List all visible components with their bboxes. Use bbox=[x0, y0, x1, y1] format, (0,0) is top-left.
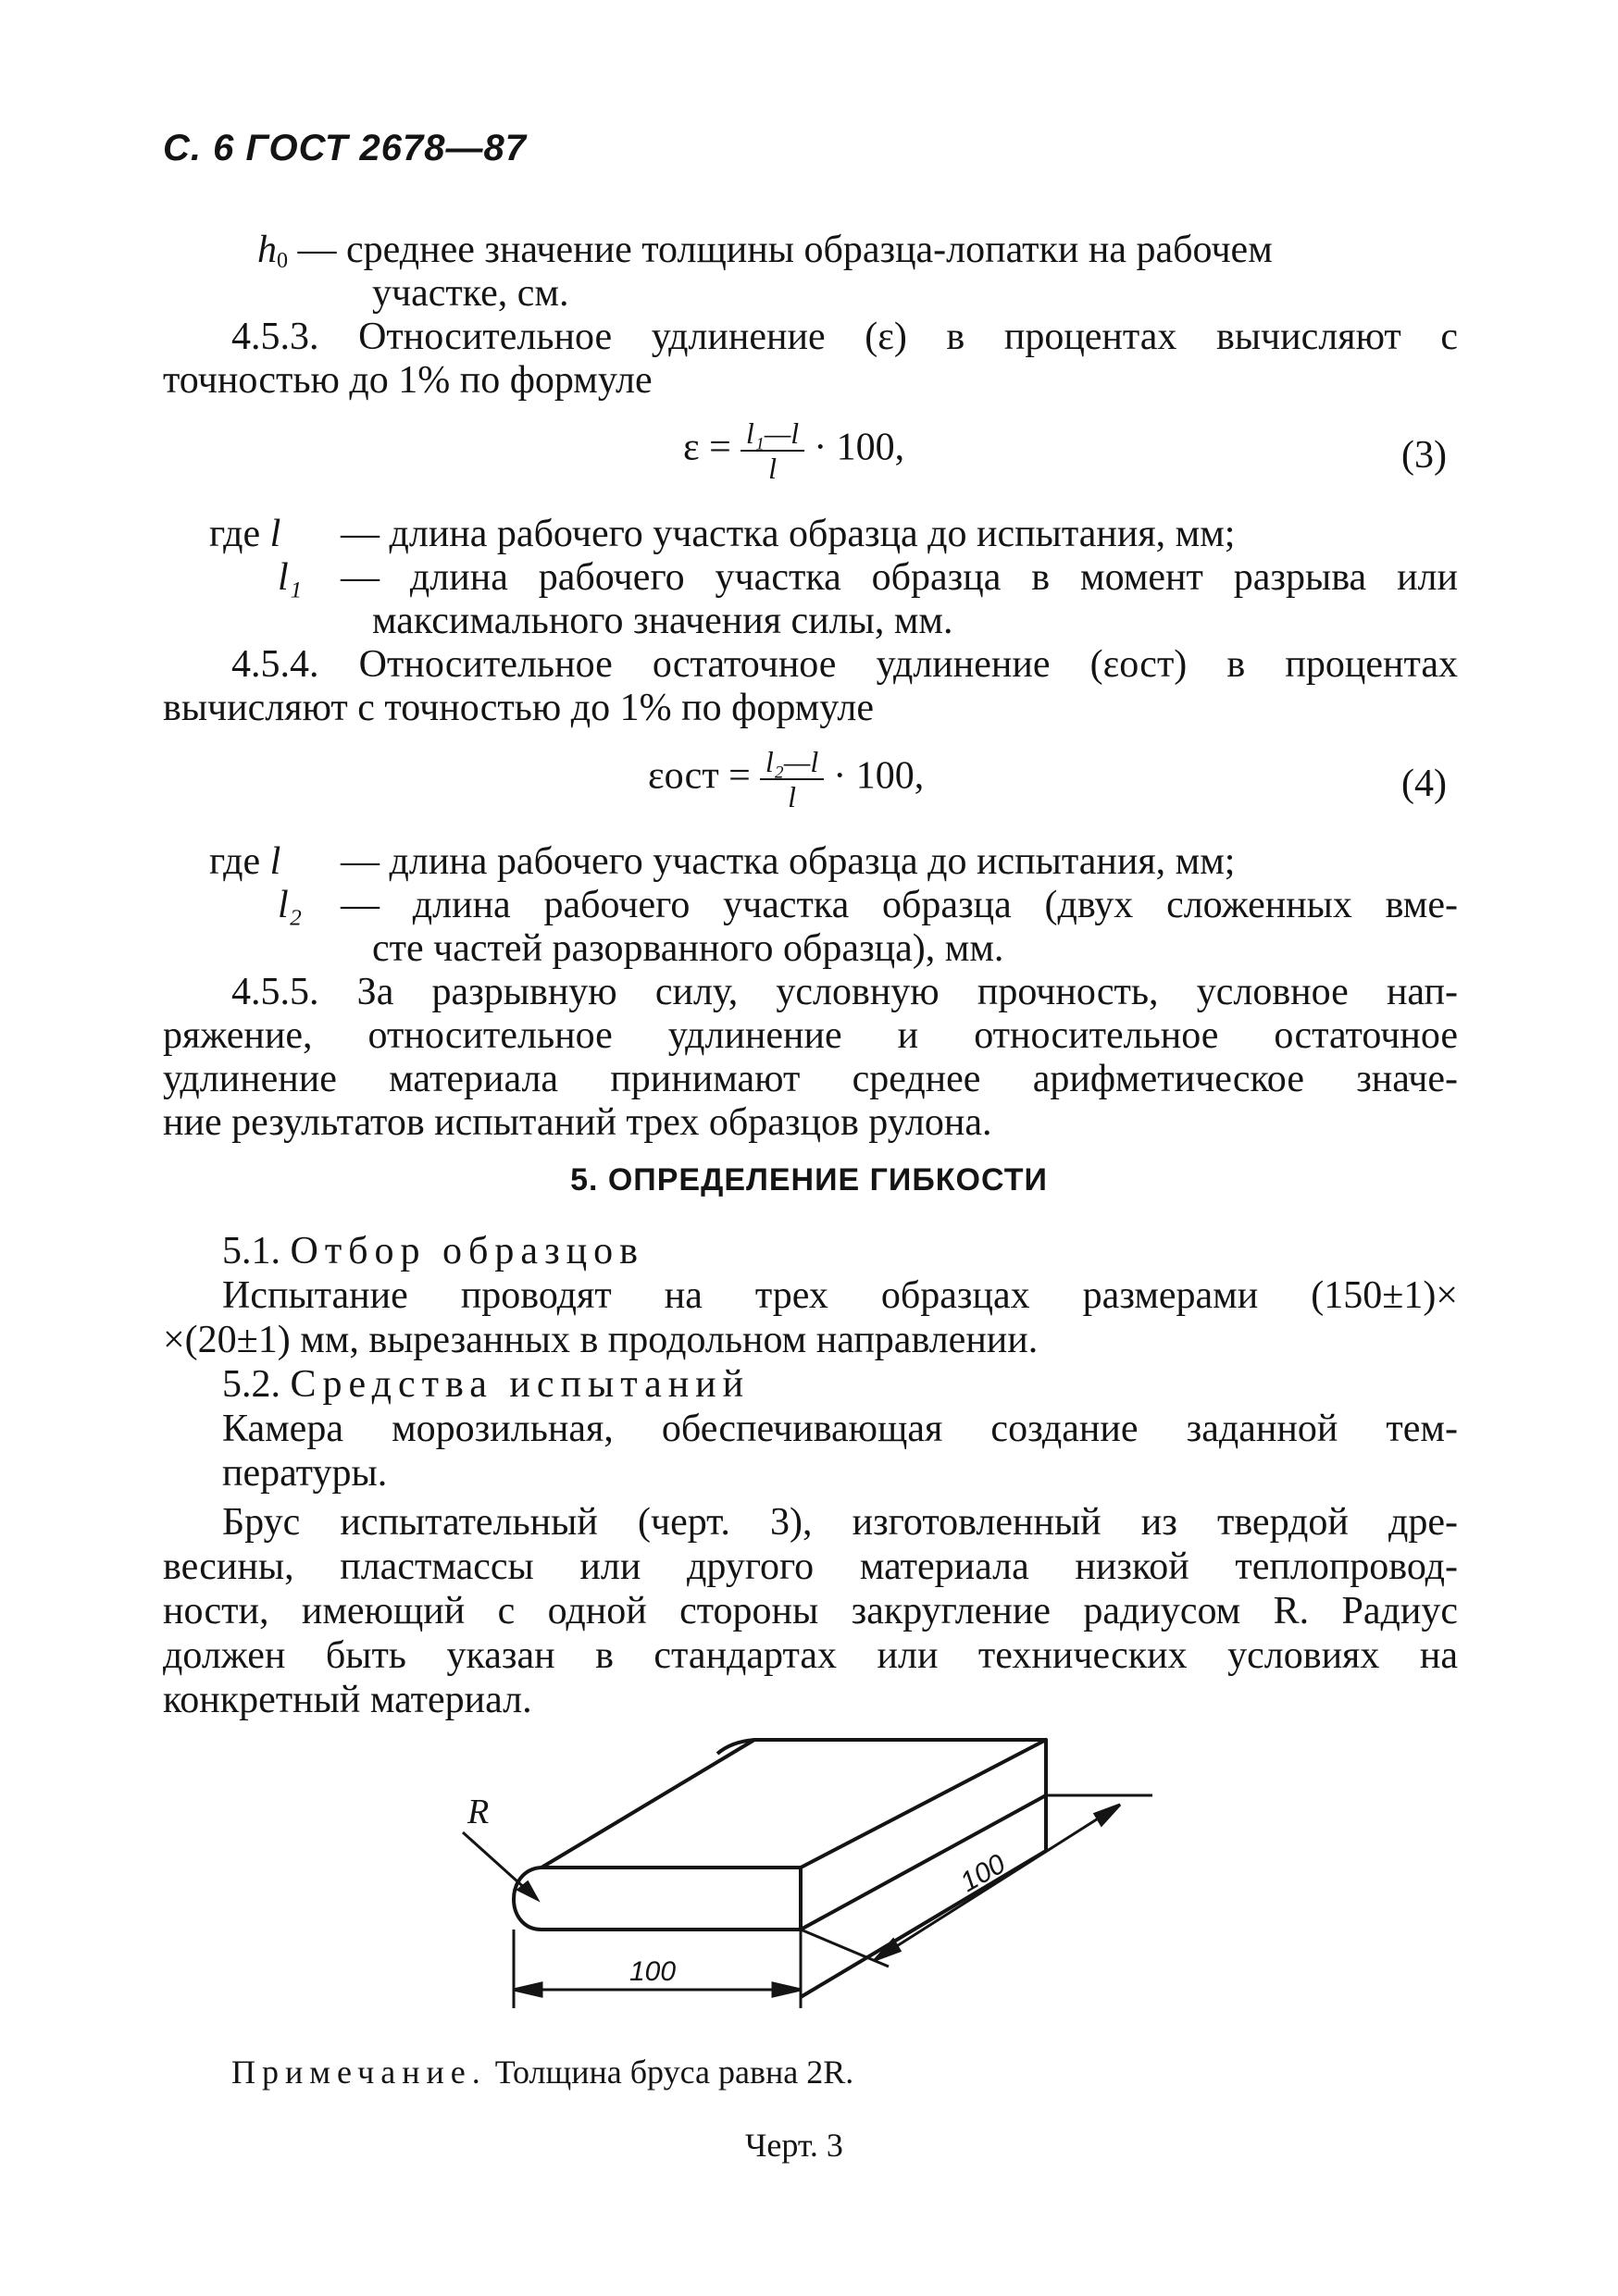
where-4-prefix: где bbox=[209, 840, 261, 883]
formula-3-denominator: l bbox=[768, 452, 777, 485]
where-4-l2-text: — длина рабочего участка образца (двух сложенных вме- bbox=[341, 884, 1458, 926]
figure-caption: Черт. 3 bbox=[745, 2127, 843, 2164]
where-4-l-symbol: l bbox=[269, 840, 281, 883]
s52-p2-line-1: Брус испытательный (черт. 3), изготовленный из твердой дре- bbox=[222, 1501, 1458, 1544]
equation-number-3: (3) bbox=[1401, 434, 1447, 477]
where-3-l-text: — длина рабочего участка образца до испытания, мм; bbox=[341, 513, 1236, 555]
where-3-l1-text: — длина рабочего участка образца в момент разрыва или bbox=[341, 556, 1458, 599]
s51-title: Отбор образцов bbox=[290, 1230, 644, 1272]
width-dimension-label: 100 bbox=[629, 1956, 677, 1987]
s52-p2-line-2: весины, пластмассы или другого материала низкой теплопровод- bbox=[163, 1545, 1458, 1588]
where-3-l1-symbol: l₁ bbox=[278, 556, 303, 599]
radius-label: R bbox=[467, 1793, 490, 1831]
p455-line-1: 4.5.5. За разрывную силу, условную прочность, условное нап- bbox=[231, 971, 1458, 1013]
formula-4-denominator: l bbox=[788, 780, 796, 813]
where-4-l2-symbol: l₂ bbox=[278, 884, 303, 926]
s52-p2-line-3: ности, имеющий с одной стороны закругление радиусом R. Радиус bbox=[163, 1590, 1458, 1632]
figure-note-text: Толщина бруса равна 2R. bbox=[494, 2054, 854, 2091]
formula-4-rhs: · 100, bbox=[833, 754, 925, 798]
formula-3-lhs: ε = bbox=[683, 426, 731, 469]
width-arrow-left bbox=[514, 1983, 541, 1996]
s52-title: Средства испытаний bbox=[290, 1363, 751, 1406]
formula-4-lhs: εост = bbox=[648, 754, 751, 798]
where-3-l1-cont: максимального значения силы, мм. bbox=[372, 600, 953, 642]
s52-p1-line-1: Камера морозильная, обеспечивающая создание заданной тем- bbox=[222, 1408, 1458, 1450]
s51-number: 5.1. bbox=[222, 1230, 280, 1272]
s52-number: 5.2. bbox=[222, 1363, 280, 1406]
figure-note bbox=[231, 2053, 853, 2091]
p455-line-2: ряжение, относительное удлинение и относительное остаточное bbox=[163, 1014, 1458, 1057]
width-arrow-right bbox=[773, 1983, 801, 1996]
where-3-prefix: где bbox=[209, 513, 261, 555]
p455-line-3: удлинение материала принимают среднее арифметическое значе- bbox=[163, 1058, 1458, 1100]
h0-dash: — bbox=[288, 229, 346, 271]
h0-symbol: h bbox=[257, 229, 277, 271]
section-5-title: 5. ОПРЕДЕЛЕНИЕ ГИБКОСТИ bbox=[570, 1162, 1048, 1198]
length-arrow-top bbox=[1095, 1805, 1120, 1825]
length-dimension-label: 100 bbox=[955, 1848, 1011, 1899]
s52-p2-line-4: должен быть указан в стандартах или технических условиях на bbox=[163, 1634, 1458, 1677]
s51-line-1: Испытание проводят на трех образцах размерами (150±1)× bbox=[222, 1274, 1458, 1317]
bar-front-face bbox=[541, 1868, 801, 1930]
formula-4-numerator: l₂—l bbox=[760, 745, 824, 780]
s51-line-2: ×(20±1) мм, вырезанных в продольном направлении. bbox=[163, 1319, 1039, 1361]
where-4-l2-cont: сте частей разорванного образца), мм. bbox=[372, 927, 1004, 970]
s52-p2-line-5: конкретный материал. bbox=[163, 1679, 532, 1721]
where-3-l-symbol: l bbox=[269, 513, 281, 555]
s52-p1-line-2: пературы. bbox=[222, 1452, 388, 1495]
p454-line-1: 4.5.4. Относительное остаточное удлинение (εост) в процентах bbox=[231, 643, 1458, 686]
p453-line-2: точностью до 1% по формуле bbox=[163, 359, 653, 402]
formula-3-rhs: · 100, bbox=[814, 426, 905, 469]
p453-line-1: 4.5.3. Относительное удлинение (ε) в процентах вычисляют с bbox=[231, 316, 1458, 358]
equation-number-4: (4) bbox=[1401, 763, 1447, 805]
p455-line-4: ние результатов испытаний трех образцов рулона. bbox=[163, 1101, 992, 1144]
bar-side-face bbox=[801, 1740, 1046, 1930]
formula-3-numerator: l₁—l bbox=[741, 416, 804, 452]
where-4-l-text: — длина рабочего участка образца до испытания, мм; bbox=[341, 840, 1236, 883]
p454-line-2: вычисляют с точностью до 1% по формуле bbox=[163, 687, 875, 729]
figure-note-label: Примечание. bbox=[231, 2054, 487, 2091]
h0-subscript: 0 bbox=[277, 249, 288, 273]
h0-text: среднее значение толщины образца-лопатки на рабочем bbox=[346, 229, 1273, 271]
page-header: С. 6 ГОСТ 2678—87 bbox=[163, 128, 527, 168]
h0-definition-line-2: участке, см. bbox=[372, 272, 569, 315]
